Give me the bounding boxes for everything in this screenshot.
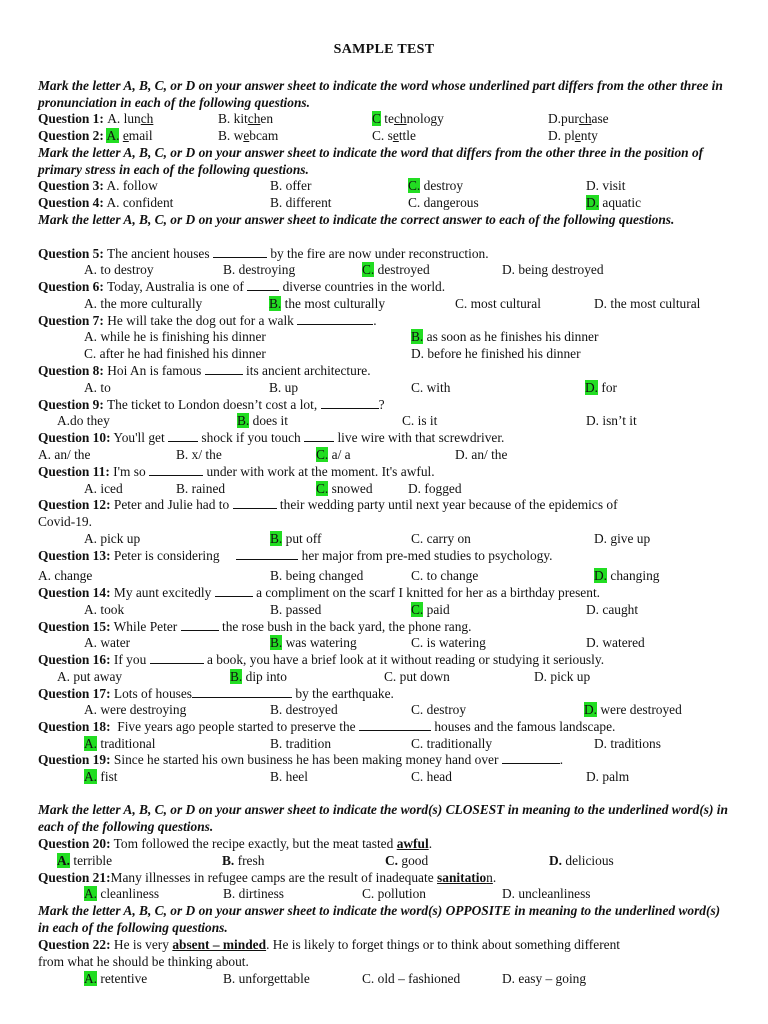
option-b[interactable]: B. different — [270, 195, 332, 210]
page-title: SAMPLE TEST — [333, 42, 435, 57]
question-3: Question 3: A. follow B. offer C. destroy D. visit — [38, 178, 626, 193]
option-b[interactable]: B. heel — [270, 769, 308, 784]
instruction-stress: Mark the letter A, B, C, or D on your answer sheet to indicate the word that differs from the other three in the position of primary stress in each of the following questions. — [38, 145, 704, 177]
option-c[interactable]: C. is watering — [411, 635, 486, 650]
answer-highlight: C — [372, 111, 381, 126]
question-8-options — [0, 379, 768, 396]
option-a[interactable]: A.do they — [57, 413, 110, 428]
question-11-stem: Question 11: I'm so under with work at the moment. It's awful. — [38, 464, 435, 479]
answer-blank — [297, 313, 373, 325]
option-c[interactable]: C. head — [411, 769, 452, 784]
option-d[interactable]: D. traditions — [594, 736, 661, 751]
option-a[interactable]: A. iced — [84, 481, 123, 496]
question-label: Question 20: — [38, 836, 111, 851]
option-b[interactable]: B. does it — [237, 413, 288, 428]
question-10-options — [0, 446, 768, 463]
question-17-stem: Question 17: Lots of houses by the earthquake. — [38, 686, 394, 701]
option-a[interactable]: A. change — [38, 568, 93, 583]
question-5-stem: Question 5: The ancient houses by the fire are now under reconstruction. — [38, 246, 489, 261]
answer-blank — [150, 652, 204, 664]
option-c[interactable]: C technology — [372, 111, 444, 126]
question-21-stem: Question 21:Many illnesses in refugee camps are the result of inadequate sanitation. — [38, 870, 497, 885]
question-8-stem: Question 8: Hoi An is famous its ancient architecture. — [38, 363, 371, 378]
option-d[interactable]: D.purchase — [548, 111, 609, 126]
option-a[interactable]: A. terrible — [57, 853, 113, 868]
option-d[interactable]: D. give up — [594, 531, 651, 546]
question-10-stem: Question 10: You'll get shock if you touch live wire with that screwdriver. — [38, 430, 505, 445]
answer-highlight: C. — [316, 481, 329, 496]
question-label: Question 15: — [38, 619, 111, 634]
answer-highlight: A. — [84, 769, 98, 784]
option-d[interactable]: D. the most cultural — [594, 296, 701, 311]
answer-blank — [304, 430, 334, 442]
question-12-stem: Question 12: Peter and Julie had to their wedding party until next year because of the epidemics of — [38, 497, 618, 512]
answer-highlight: B. — [411, 329, 424, 344]
option-c[interactable]: C. old – fashioned — [362, 971, 461, 986]
option-a[interactable]: A. put away — [57, 669, 123, 684]
option-b[interactable]: B. destroyed — [270, 702, 338, 717]
question-label: Question 11: — [38, 464, 110, 479]
question-20-stem: Question 20: Tom followed the recipe exactly, but the meat tasted awful. — [38, 836, 433, 851]
question-19-options — [0, 768, 768, 785]
option-b[interactable]: B. up — [269, 380, 299, 395]
key-word: absent – minded — [172, 937, 267, 952]
option-b[interactable]: B. webcam — [218, 128, 279, 143]
question-label: Question 16: — [38, 652, 111, 667]
instruction-correct: Mark the letter A, B, C, or D on your answer sheet to indicate the correct answer to each of the following questions. — [38, 212, 675, 227]
option-c[interactable]: C. a/ a — [316, 447, 351, 462]
question-label: Question 8: — [38, 363, 104, 378]
answer-blank — [502, 752, 560, 764]
answer-highlight: B. — [230, 669, 243, 684]
question-17-options — [0, 701, 768, 718]
option-b[interactable]: B. tradition — [270, 736, 332, 751]
option-d[interactable]: D. uncleanliness — [502, 886, 591, 901]
question-13-stem: Question 13: Peter is considering her major from pre-med studies to psychology. — [38, 548, 553, 563]
option-c[interactable]: C. snowed — [316, 481, 373, 496]
option-d[interactable]: D. easy – going — [502, 971, 587, 986]
option-b[interactable]: B. kitchen — [218, 111, 274, 126]
answer-highlight: B. — [269, 296, 282, 311]
question-9-options — [0, 412, 768, 429]
option-a[interactable]: email — [122, 128, 153, 143]
option-c[interactable]: C. destroy — [408, 178, 464, 193]
instruction-pronunciation: Mark the letter A, B, C, or D on your answer sheet to indicate the word whose underlined part differs from the other three in pronunciation in each of the following questions. — [38, 78, 723, 110]
question-label: Question 6: — [38, 279, 104, 294]
option-a[interactable]: A. water — [84, 635, 131, 650]
answer-blank — [215, 585, 253, 597]
question-label: Question 10: — [38, 430, 111, 445]
option-c[interactable]: C. put down — [384, 669, 450, 684]
option-d[interactable]: D. watered — [586, 635, 645, 650]
question-4: Question 4: A. confident B. different C. dangerous D. aquatic — [38, 195, 642, 210]
option-b[interactable]: B. dip into — [230, 669, 287, 684]
question-label: Question 22: — [38, 937, 111, 952]
option-a[interactable]: confident — [122, 195, 174, 210]
question-7-options-cd — [0, 345, 768, 362]
option-d[interactable]: D. palm — [586, 769, 630, 784]
option-c[interactable]: C. settle — [372, 128, 416, 143]
question-20-options — [0, 852, 768, 869]
option-a[interactable]: follow — [122, 178, 158, 193]
answer-highlight: B. — [270, 531, 283, 546]
option-d[interactable]: D. plenty — [548, 128, 598, 143]
option-a[interactable]: A. pick up — [84, 531, 141, 546]
question-14-stem: Question 14: My aunt excitedly a compliment on the scarf I knitted for her as a birthday present. — [38, 585, 601, 600]
option-a[interactable]: A. traditional — [84, 736, 156, 751]
option-d[interactable]: D. were destroyed — [584, 702, 682, 717]
option-a[interactable]: A. were destroying — [84, 702, 187, 717]
answer-highlight: A. — [84, 886, 98, 901]
option-a[interactable]: A. took — [84, 602, 125, 617]
option-b[interactable]: B. was watering — [270, 635, 357, 650]
option-b[interactable]: B. being changed — [270, 568, 364, 583]
question-19-stem: Question 19: Since he started his own business he has been making money hand over . — [38, 752, 564, 767]
answer-blank — [205, 363, 243, 375]
answer-highlight: B. — [270, 635, 283, 650]
question-22-stem: Question 22: He is very absent – minded. He is likely to forget things or to think about something different — [38, 937, 621, 952]
option-d[interactable]: D. for — [585, 380, 618, 395]
option-b[interactable]: B. fresh — [222, 853, 265, 868]
answer-blank — [192, 686, 292, 698]
answer-blank — [359, 719, 431, 731]
question-label: Question 7: — [38, 313, 104, 328]
option-a[interactable]: A. to — [84, 380, 111, 395]
question-22-options — [0, 970, 768, 987]
question-16-options — [0, 668, 768, 685]
answer-highlight: C. — [408, 178, 421, 193]
question-label: Question 9: — [38, 397, 104, 412]
question-9-stem: Question 9: The ticket to London doesn’t cost a lot, ? — [38, 397, 385, 412]
option-b[interactable]: B. dirtiness — [223, 886, 285, 901]
option-d[interactable]: D. isn’t it — [586, 413, 637, 428]
question-22-stem-cont: from what he should be thinking about. — [38, 954, 249, 969]
question-label: Question 14: — [38, 585, 111, 600]
question-label: Question 21: — [38, 870, 111, 885]
question-12-options — [0, 530, 768, 547]
answer-blank — [149, 464, 203, 476]
option-a[interactable]: A. cleanliness — [84, 886, 160, 901]
option-c[interactable]: C. carry on — [411, 531, 471, 546]
option-c[interactable]: C. good — [385, 853, 429, 868]
answer-highlight: B. — [237, 413, 250, 428]
answer-highlight: C. — [411, 602, 424, 617]
question-16-stem: Question 16: If you a book, you have a brief look at it without reading or studying it seriously. — [38, 652, 605, 667]
option-d[interactable]: D. before he finished his dinner — [411, 346, 581, 361]
question-15-stem: Question 15: While Peter the rose bush in the back yard, the phone rang. — [38, 619, 472, 634]
option-d[interactable]: D. fogged — [408, 481, 462, 496]
question-7-options-ab — [0, 328, 768, 345]
option-c[interactable]: C. pollution — [362, 886, 426, 901]
question-2 — [0, 127, 768, 144]
question-label: Question 4: — [38, 195, 104, 210]
key-word: sanitatio — [437, 870, 487, 885]
answer-blank — [233, 497, 277, 509]
question-14-options — [0, 601, 768, 618]
option-d[interactable]: D. delicious — [549, 853, 614, 868]
question-label: Question 18: — [38, 719, 111, 734]
option-d[interactable]: D. pick up — [534, 669, 591, 684]
answer-highlight: A. — [106, 128, 120, 143]
answer-highlight: D. — [585, 380, 599, 395]
question-label: Question 19: — [38, 752, 111, 767]
answer-highlight: A. — [84, 971, 98, 986]
answer-blank — [247, 279, 279, 291]
answer-highlight: C. — [316, 447, 329, 462]
option-b[interactable]: B. put off — [270, 531, 322, 546]
option-a[interactable]: A. fist — [84, 769, 118, 784]
option-b[interactable]: B. destroying — [223, 262, 296, 277]
instruction-opposite: Mark the letter A, B, C, or D on your answer sheet to indicate the word(s) OPPOSITE in meaning to the underlined word(s) in each of the following questions. — [38, 903, 721, 935]
option-a[interactable]: A. to destroy — [84, 262, 154, 277]
question-label: Question 13: — [38, 548, 111, 563]
answer-highlight: A. — [57, 853, 71, 868]
question-label: Question 3: — [38, 178, 104, 193]
answer-blank — [168, 430, 198, 442]
option-c[interactable]: C. with — [411, 380, 451, 395]
question-label: Question 12: — [38, 497, 111, 512]
question-13-options — [0, 567, 768, 584]
question-label: Question 5: — [38, 246, 104, 261]
answer-highlight: D. — [584, 702, 598, 717]
option-c[interactable]: C. destroyed — [362, 262, 430, 277]
question-label: Question 2: — [38, 128, 104, 143]
answer-blank — [321, 397, 379, 409]
question-21-options — [0, 885, 768, 902]
option-c[interactable]: C. is it — [402, 413, 438, 428]
question-12-stem-cont: Covid-19. — [38, 514, 92, 529]
question-7-stem: Question 7: He will take the dog out for a walk . — [38, 313, 377, 328]
option-d[interactable]: D. caught — [586, 602, 639, 617]
option-c[interactable]: C. most cultural — [455, 296, 541, 311]
option-a[interactable]: A. while he is finishing his dinner — [84, 329, 266, 344]
option-a[interactable]: A. retentive — [84, 971, 148, 986]
option-d[interactable]: D. changing — [594, 568, 660, 583]
question-11-options — [0, 480, 768, 497]
option-c[interactable]: C. dangerous — [408, 195, 479, 210]
question-1: Question 1: A. lunch B. kitchen C technology D.purchase — [38, 111, 609, 126]
option-d[interactable]: D. being destroyed — [502, 262, 604, 277]
question-5-options — [0, 261, 768, 278]
option-b[interactable]: B. offer — [270, 178, 312, 193]
question-15-options — [0, 634, 768, 651]
option-a[interactable]: A. an/ the — [38, 447, 91, 462]
option-c[interactable]: C. to change — [411, 568, 479, 583]
key-word: awful — [396, 836, 429, 851]
answer-highlight: D. — [594, 568, 608, 583]
answer-highlight: A. — [84, 736, 98, 751]
question-label: Question 1: — [38, 111, 104, 126]
option-c[interactable]: C. traditionally — [411, 736, 493, 751]
option-d[interactable]: D. visit — [586, 178, 626, 193]
answer-blank — [181, 619, 219, 631]
answer-blank — [236, 548, 298, 560]
option-b[interactable]: B. x/ the — [176, 447, 222, 462]
option-b[interactable]: B. the most culturally — [269, 296, 386, 311]
option-a[interactable]: lunch — [123, 111, 154, 126]
answer-highlight: C. — [362, 262, 375, 277]
option-b[interactable]: B. rained — [176, 481, 226, 496]
question-6-stem: Question 6: Today, Australia is one of diverse countries in the world. — [38, 279, 446, 294]
instruction-closest: Mark the letter A, B, C, or D on your answer sheet to indicate the word(s) CLOSEST in meaning to the underlined word(s) in each of the following questions. — [38, 802, 728, 834]
answer-blank — [213, 246, 267, 258]
answer-highlight: D. — [586, 195, 600, 210]
question-label: Question 17: — [38, 686, 111, 701]
question-18-options — [0, 735, 768, 752]
option-d[interactable]: D. aquatic — [586, 195, 642, 210]
option-b[interactable]: B. passed — [270, 602, 322, 617]
option-c[interactable]: C. destroy — [411, 702, 467, 717]
option-a[interactable]: A. the more culturally — [84, 296, 203, 311]
question-18-stem: Question 18: Five years ago people started to preserve the houses and the famous landscape. — [38, 719, 616, 734]
option-d[interactable]: D. an/ the — [455, 447, 508, 462]
option-b[interactable]: B. as soon as he finishes his dinner — [411, 329, 599, 344]
option-c[interactable]: C. paid — [411, 602, 450, 617]
option-c[interactable]: C. after he had finished his dinner — [84, 346, 266, 361]
option-b[interactable]: B. unforgettable — [223, 971, 310, 986]
question-6-options — [0, 295, 768, 312]
